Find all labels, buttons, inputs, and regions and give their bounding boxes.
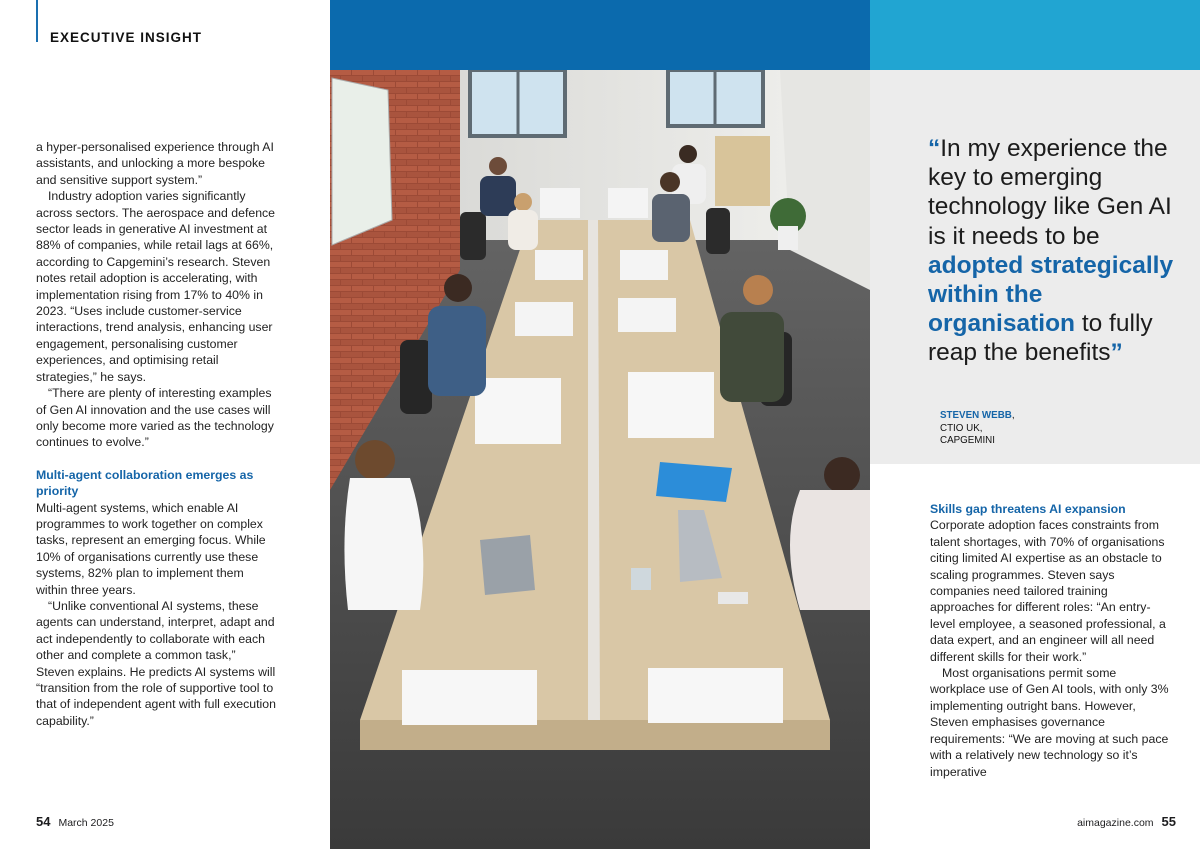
quote-text-start: In my experience the key to emerging technology like Gen AI is it needs to be — [928, 135, 1172, 250]
quote-highlight: adopted strategically within the organisation — [928, 251, 1174, 338]
close-quote-mark: ” — [1110, 339, 1123, 367]
folio-left — [36, 814, 114, 829]
attribution-title: CTIO UK, — [940, 422, 983, 434]
paragraph: Multi-agent systems, which enable AI programmes to work together on complex tasks, represent an emerging focus. While 10% of organisations currently use these systems, 82% plan to implement them within three years. — [36, 500, 266, 597]
attribution-name: STEVEN WEBB — [940, 410, 1012, 421]
section-rule — [36, 0, 38, 42]
page-number: 55 — [1161, 814, 1176, 829]
issue-date: March 2025 — [58, 817, 114, 829]
right-column-text — [930, 501, 1170, 780]
attribution-company: CAPGEMINI — [940, 435, 995, 446]
office-photo — [330, 70, 870, 849]
subheading: Multi-agent collaboration emerges as priority — [36, 467, 254, 499]
section-label: EXECUTIVE INSIGHT — [50, 30, 203, 45]
site-url: aimagazine.com — [1077, 817, 1154, 829]
paragraph: “Unlike conventional AI systems, these agents can understand, interpret, adapt and act independently to collaborate with each other and complete a common task,” Steven explains. He predicts AI systems will “transition from the role of supportive tool to that of independent agent with full execution capability.” — [36, 598, 276, 728]
paragraph: Most organisations permit some workplace use of Gen AI tools, with only 3% implementing outright bans. However, Steven emphasises governance requirements: “We are moving at such pace with a relatively new technology so it’s imperative — [930, 666, 1169, 779]
page-number: 54 — [36, 814, 51, 829]
paragraph: Industry adoption varies significantly across sectors. The aerospace and defence sector leads in generative AI investment at 88% of companies, while retail lags at 66%, according to Capgemini’s research. Steven notes retail adoption is accelerating, with implementation rising from 17% to 40% in 2023. “Uses include customer-service interactions, trend analysis, enhancing user engagement, personalising customer experiences, and optimising retail strategies,” he says. — [36, 189, 276, 384]
header-band-light — [870, 0, 1200, 70]
folio-right — [1077, 814, 1176, 829]
paragraph: a hyper-personalised experience through AI assistants, and unlocking a more bespoke and sensitive support system.” — [36, 140, 274, 187]
header-band-dark — [330, 0, 870, 70]
pull-quote — [928, 134, 1188, 368]
paragraph: “There are plenty of interesting examples of Gen AI innovation and the use cases will only become more varied as the technology continues to evolve.” — [36, 386, 274, 450]
open-quote-mark: “ — [928, 135, 941, 162]
paragraph: Corporate adoption faces constraints from talent shortages, with 70% of organisations citing limited AI expertise as an obstacle to scaling programmes. Steven says companies need tailored training approaches for different roles: “An entry-level employee, a seasoned professional, a data expert, and an engineer will all need different skills for their work.” — [930, 518, 1166, 664]
left-column-text — [36, 139, 276, 729]
quote-attribution — [940, 410, 1015, 448]
subheading: Skills gap threatens AI expansion — [930, 502, 1126, 516]
attribution-comma: , — [1011, 410, 1015, 421]
quote-text-end: to fully reap the benefits — [928, 310, 1153, 367]
